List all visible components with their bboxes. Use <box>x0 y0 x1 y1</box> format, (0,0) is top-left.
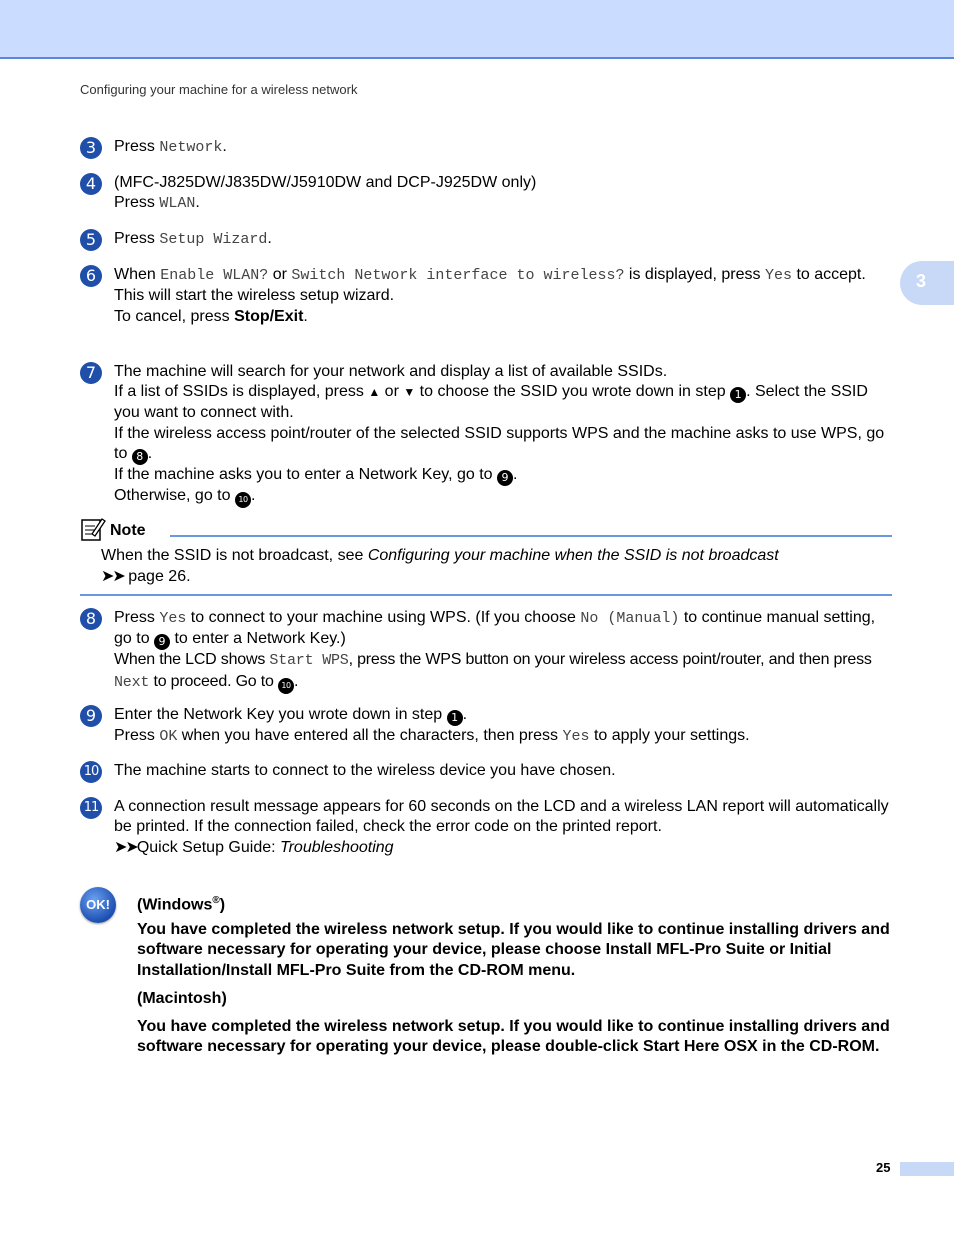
lcd-label: Yes <box>562 728 590 745</box>
note-pencil-icon <box>80 516 106 542</box>
step-number: 8 <box>80 608 102 630</box>
step-text: . <box>222 138 227 155</box>
step-number: 5 <box>80 229 102 251</box>
step-text: . <box>147 445 153 463</box>
note-rule <box>170 535 892 537</box>
step-text: . <box>293 672 299 690</box>
step-text: Press <box>114 230 160 247</box>
lcd-label: Yes <box>764 267 792 284</box>
lcd-label: Enable WLAN? <box>160 267 269 284</box>
step-text: is displayed, press <box>624 266 765 283</box>
arrow-icon: ➤➤ <box>114 838 137 856</box>
guide-reference-title: Troubleshooting <box>280 838 394 856</box>
step-reference: 10 <box>278 678 294 694</box>
page-number: 25 <box>876 1160 891 1175</box>
step-text: . <box>462 706 468 723</box>
step-text: Press <box>114 609 160 626</box>
heading-text: (Windows <box>137 896 213 914</box>
page-band <box>900 1162 954 1176</box>
macintosh-instructions: You have completed the wireless network setup. If you would like to continue installing drivers and software necessary for operating your device, please double-click Start Here OSX in the CD-ROM. <box>137 1018 890 1056</box>
lcd-label: Yes <box>159 610 187 627</box>
step-4 <box>80 173 892 215</box>
step-text: This will start the wireless setup wizard. <box>114 287 395 305</box>
step-text: The machine starts to connect to the wireless device you have chosen. <box>114 762 616 779</box>
lcd-label: Setup Wizard <box>159 231 268 248</box>
step-text: to apply your settings. <box>589 727 750 744</box>
windows-heading <box>137 891 897 916</box>
note-rule <box>80 594 892 596</box>
step-text: When <box>114 266 161 283</box>
step-11 <box>80 797 892 858</box>
step-text: to accept. <box>792 266 866 283</box>
header-band <box>0 0 954 59</box>
step-text: to enter a Network Key.) <box>170 630 346 648</box>
step-text: When the LCD shows <box>114 651 270 669</box>
step-text: If a list of SSIDs is displayed, press <box>114 383 369 401</box>
step-text: The machine will search for your network and display a list of available SSIDs. <box>114 363 668 380</box>
step-text: Press <box>114 727 160 744</box>
step-text: If the machine asks you to enter a Network Key, go to <box>114 466 498 484</box>
step-9 <box>80 705 892 747</box>
step-text: to choose the SSID you wrote down in step <box>415 383 731 401</box>
step-number: 6 <box>80 265 102 287</box>
lcd-label: WLAN <box>159 195 196 213</box>
step-number: 4 <box>80 173 102 195</box>
step-7 <box>80 362 892 508</box>
step-reference: 9 <box>497 470 513 486</box>
step-3 <box>80 137 892 158</box>
lcd-label: No (Manual) <box>580 610 680 627</box>
step-text: . <box>267 230 272 247</box>
step-text: to proceed. Go to <box>149 672 278 690</box>
note-page-ref: page 26. <box>123 568 191 585</box>
windows-instructions: You have completed the wireless network setup. If you would like to continue installing drivers and software necessary for operating your device, please choose Install MFL-Pro Suite or Initial Installation/Install MFL-Pro Suite from the CD-ROM menu. <box>137 921 890 979</box>
step-8 <box>80 608 892 694</box>
step-reference: 9 <box>154 634 170 650</box>
step-text: Press <box>114 138 160 155</box>
step-reference: 1 <box>447 710 463 726</box>
lcd-label: Network <box>159 139 223 156</box>
step-number: 9 <box>80 705 102 727</box>
step-text: or <box>380 383 404 401</box>
step-reference: 1 <box>730 387 746 403</box>
step-number: 7 <box>80 362 102 384</box>
note-text <box>101 545 881 587</box>
note-reference-title: Configuring your machine when the SSID is not broadcast <box>367 547 779 564</box>
note-label: Note <box>110 522 146 539</box>
step-6 <box>80 265 892 327</box>
step-text: . <box>303 307 308 325</box>
step-text: . <box>195 194 200 212</box>
chapter-number: 3 <box>916 271 927 291</box>
step-text: or <box>268 266 292 283</box>
step-number: 10 <box>80 761 102 783</box>
lcd-label: Switch Network interface to wireless? <box>291 267 625 284</box>
lcd-label: OK <box>159 728 178 745</box>
step-text: To cancel, press <box>114 307 235 325</box>
step-text: Otherwise, go to <box>114 487 235 505</box>
ok-badge-icon: OK! <box>80 887 116 923</box>
step-reference: 8 <box>132 449 148 465</box>
step-text: If the wireless access point/router of the selected SSID supports WPS and the machine asks to use WPS, go to <box>114 424 885 463</box>
step-text: to continue manual setting, go to <box>114 609 876 648</box>
macintosh-heading: (Macintosh) <box>137 990 227 1007</box>
step-number: 3 <box>80 137 102 159</box>
step-text: Quick Setup Guide: <box>136 838 280 856</box>
lcd-label: Start WPS <box>269 652 349 670</box>
step-text: . <box>513 466 518 484</box>
step-10 <box>80 761 892 781</box>
step-text: , press the WPS button on your wireless access point/router, and then press <box>348 651 872 669</box>
step-5 <box>80 229 892 250</box>
step-text: when you have entered all the characters, then press <box>177 727 563 744</box>
step-text: Enter the Network Key you wrote down in step <box>114 706 447 723</box>
step-number: 11 <box>80 797 102 819</box>
heading-text: ) <box>219 896 226 914</box>
step-text: A connection result message appears for 60 seconds on the LCD and a wireless LAN report will automatically be printed. If the connection failed, check the error code on the printed report. <box>114 798 889 836</box>
down-arrow-icon: ▼ <box>403 385 416 400</box>
lcd-label: Next <box>114 673 150 691</box>
chapter-tab <box>900 261 954 305</box>
arrow-icon: ➤➤ <box>101 568 124 585</box>
running-head: Configuring your machine for a wireless network <box>80 82 358 97</box>
step-text: (MFC-J825DW/J835DW/J5910DW and DCP-J925DW only) <box>114 174 537 191</box>
step-text: Press <box>114 194 160 212</box>
step-text: . Select the SSID you want to connect with. <box>114 383 868 422</box>
step-text: . <box>250 487 256 505</box>
key-name: Stop/Exit <box>234 307 304 325</box>
note-body: When the SSID is not broadcast, see <box>101 547 368 564</box>
up-arrow-icon: ▲ <box>368 385 381 400</box>
registered-mark: ® <box>212 895 220 906</box>
step-text: to connect to your machine using WPS. (If you choose <box>186 609 581 626</box>
step-reference: 10 <box>235 492 251 508</box>
